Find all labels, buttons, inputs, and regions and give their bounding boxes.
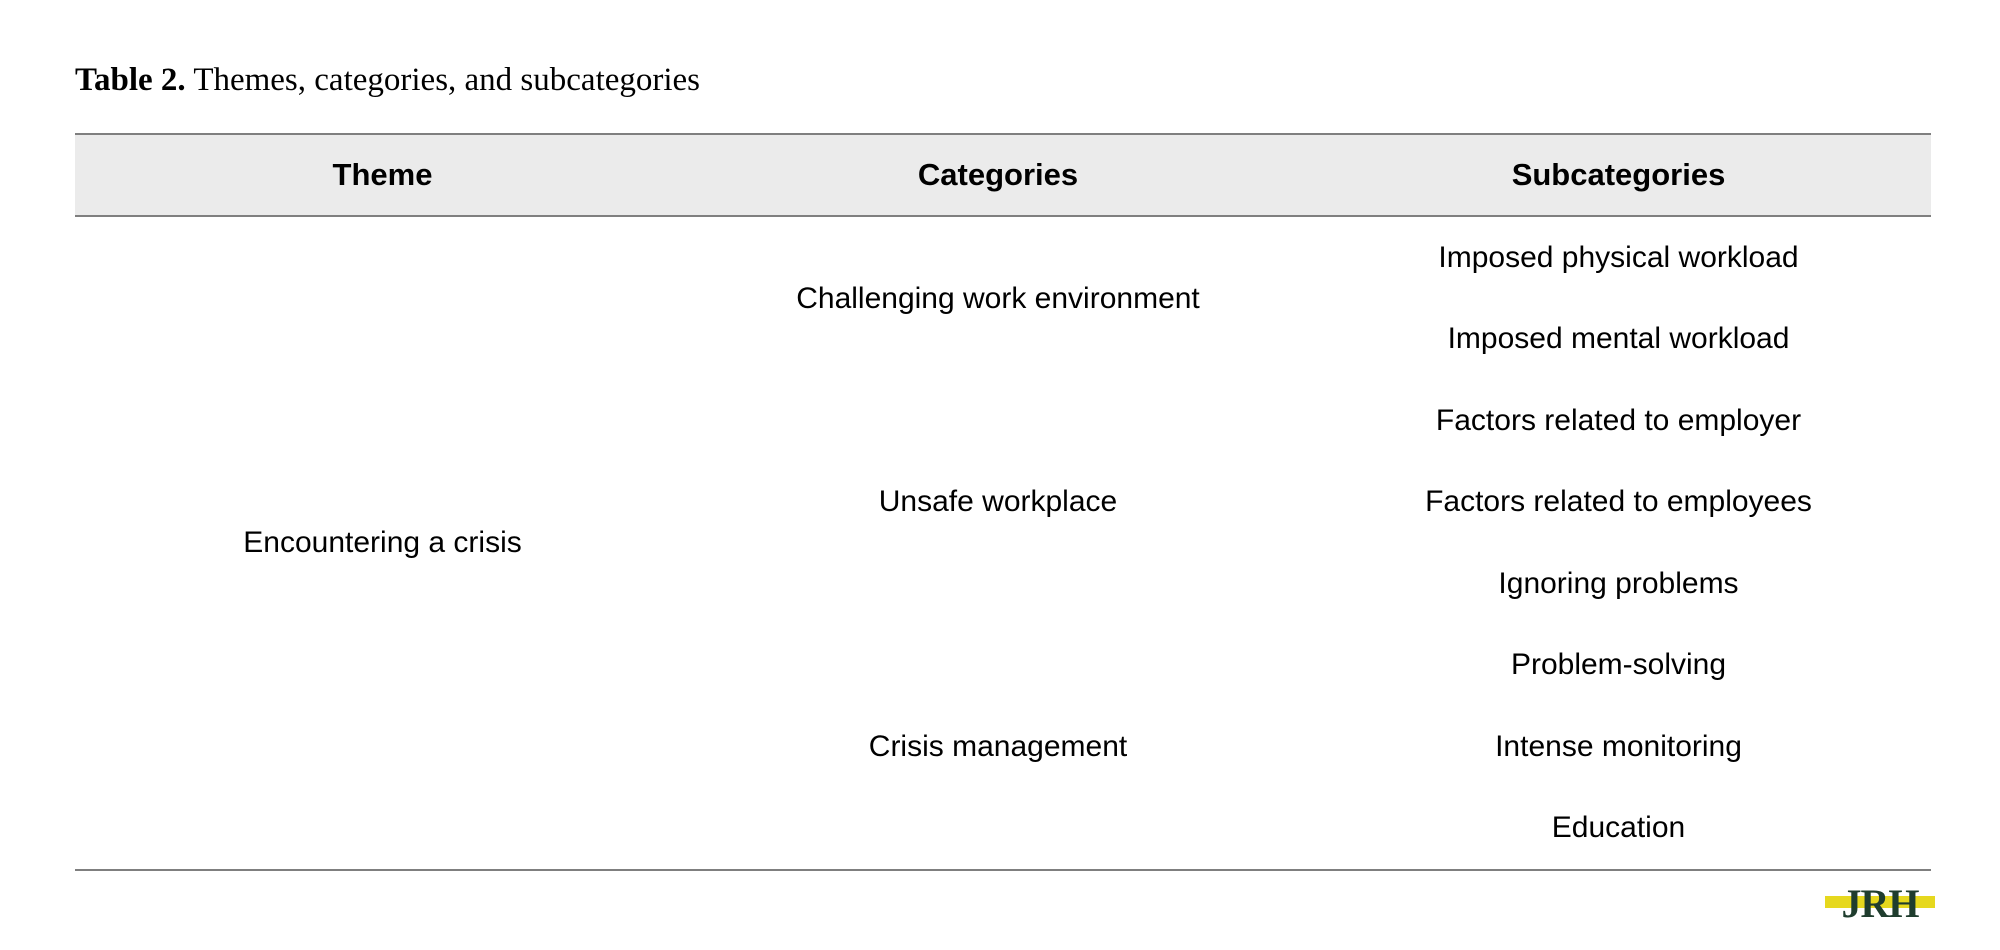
subcategory-cell: Imposed physical workload: [1438, 240, 1799, 274]
category-cell: Unsafe workplace: [878, 485, 1118, 519]
themes-table: [75, 133, 1931, 871]
table-row: [75, 216, 1931, 299]
theme-cell: Encountering a crisis: [75, 216, 690, 870]
table-header-row: [75, 134, 1931, 216]
header-theme: Theme: [75, 134, 690, 216]
jrh-logo: [1825, 884, 1935, 922]
header-categories: Categories: [690, 134, 1306, 216]
jrh-logo-mark: [1825, 884, 1935, 922]
subcategory-cell: Education: [1306, 788, 1931, 871]
subcategory-cell: Factors related to employer: [1435, 403, 1802, 437]
themes-table-container: [75, 133, 1931, 871]
subcategory-cell: Factors related to employees: [1425, 485, 1812, 519]
caption-label: Table 2.: [75, 62, 186, 98]
caption-text: Themes, categories, and subcategories: [193, 62, 701, 98]
header-subcategories: Subcategories: [1306, 134, 1931, 216]
category-cell: Challenging work environment: [796, 281, 1200, 315]
subcategory-cell: Problem-solving: [1510, 648, 1727, 682]
subcategory-cell: Imposed mental workload: [1447, 322, 1790, 356]
svg-text:JRH: JRH: [1841, 884, 1919, 922]
subcategory-cell: Intense monitoring: [1495, 729, 1742, 763]
subcategory-cell: Ignoring problems: [1498, 566, 1739, 600]
category-cell: Crisis management: [690, 625, 1306, 871]
table-caption: [75, 56, 700, 104]
